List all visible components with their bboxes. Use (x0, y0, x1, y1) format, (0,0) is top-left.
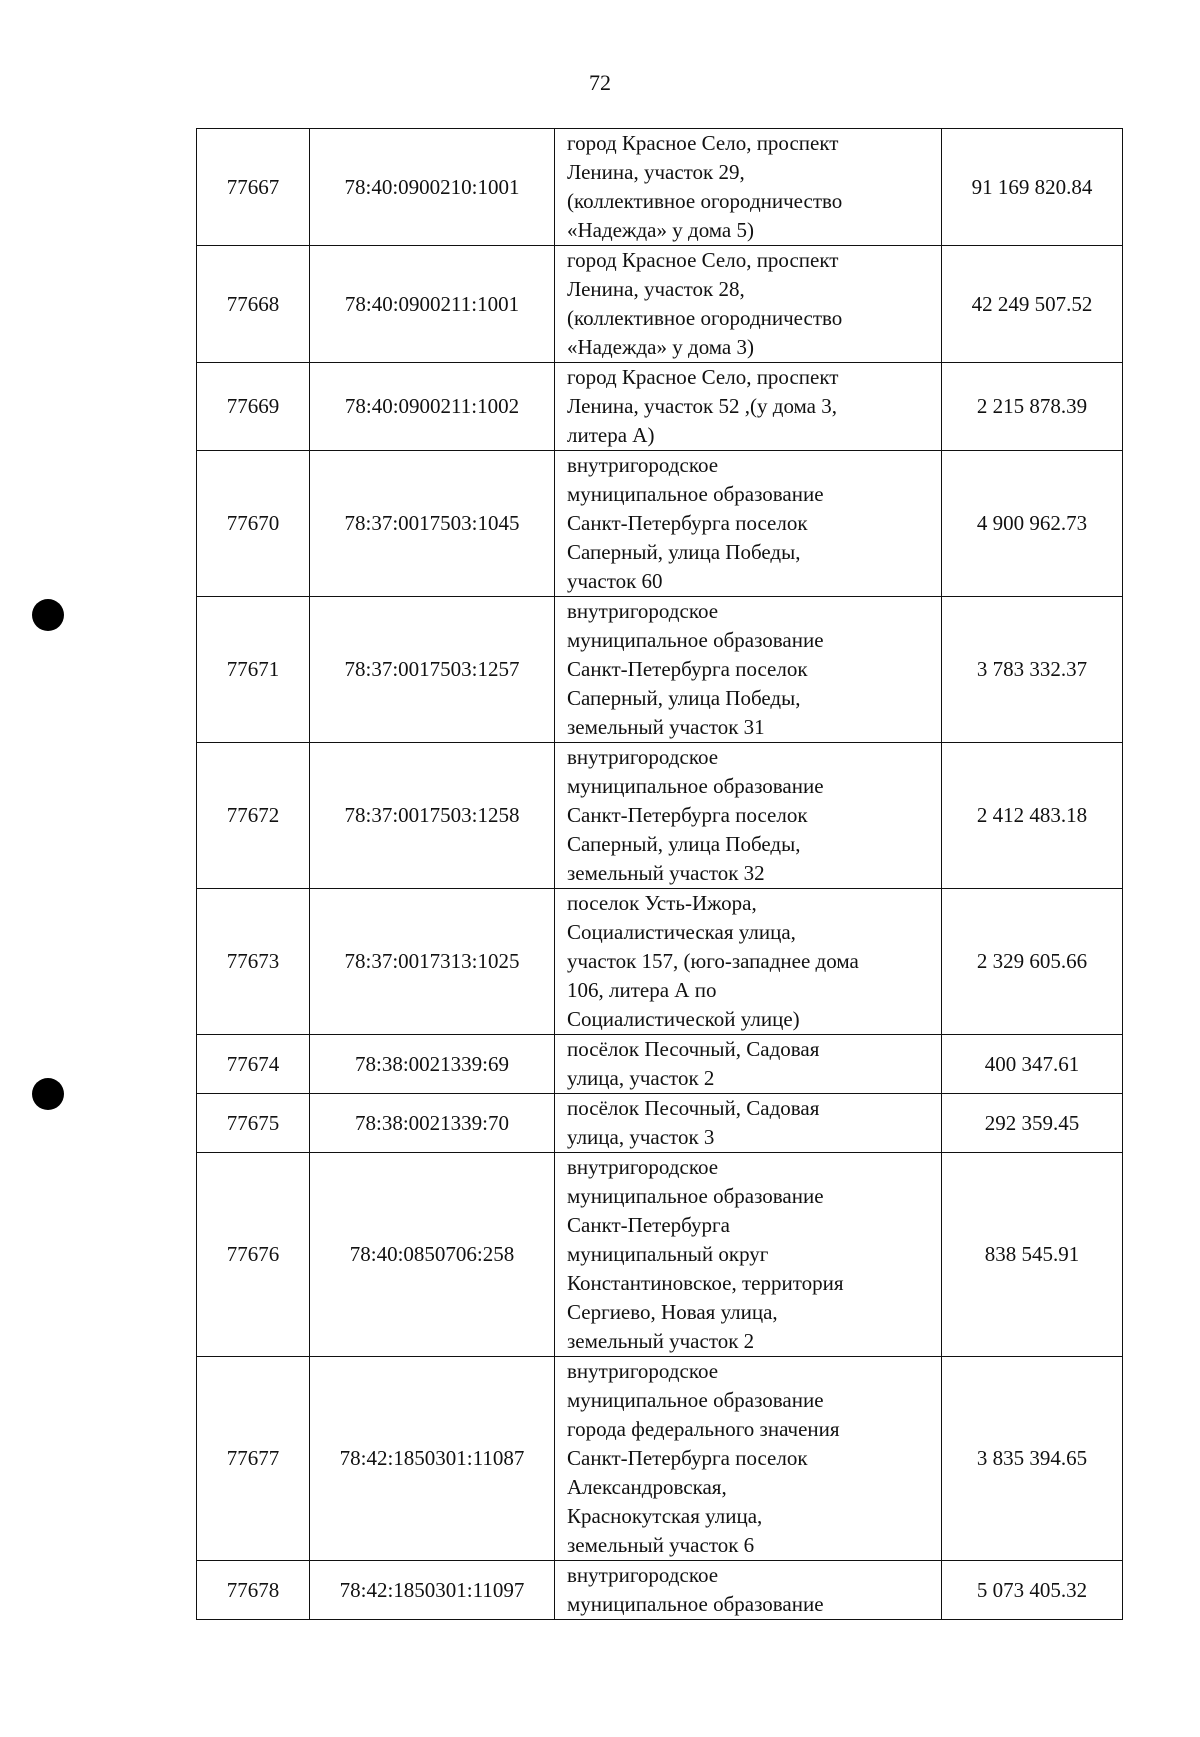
cadastral-value: 42 249 507.52 (942, 246, 1123, 363)
property-table (196, 128, 1123, 1620)
address-text: поселок Усть-Ижора, Социалистическая улица, участок 157, (юго-западнее дома 106, литера А по Социалистической улице) (567, 891, 859, 1031)
address-text: посёлок Песочный, Садовая улица, участок 3 (567, 1096, 820, 1149)
cadastral-number: 78:40:0900211:1002 (310, 363, 555, 451)
address-cell (555, 1357, 942, 1561)
cadastral-value: 292 359.45 (942, 1094, 1123, 1153)
cadastral-number: 78:40:0900210:1001 (310, 129, 555, 246)
row-number: 77671 (197, 597, 310, 743)
cadastral-value: 91 169 820.84 (942, 129, 1123, 246)
table-row (197, 1094, 1123, 1153)
address-text: город Красное Село, проспект Ленина, участок 29, (коллективное огородничество «Надежда» у дома 5) (567, 131, 843, 242)
address-cell (555, 743, 942, 889)
row-number: 77677 (197, 1357, 310, 1561)
table-row (197, 129, 1123, 246)
address-text: город Красное Село, проспект Ленина, участок 52 ,(у дома 3, литера А) (567, 365, 839, 447)
row-number: 77667 (197, 129, 310, 246)
row-number: 77672 (197, 743, 310, 889)
row-number: 77675 (197, 1094, 310, 1153)
cadastral-number: 78:38:0021339:70 (310, 1094, 555, 1153)
table-row (197, 246, 1123, 363)
address-text: внутригородское муниципальное образование Санкт-Петербурга поселок Саперный, улица Победы, земельный участок 31 (567, 599, 824, 739)
address-cell (555, 1153, 942, 1357)
punch-hole-mark (32, 599, 64, 631)
cadastral-number: 78:37:0017503:1258 (310, 743, 555, 889)
table-row (197, 1035, 1123, 1094)
address-cell (555, 1094, 942, 1153)
row-number: 77674 (197, 1035, 310, 1094)
cadastral-number: 78:42:1850301:11097 (310, 1561, 555, 1620)
address-text: внутригородское муниципальное образование (567, 1563, 824, 1616)
row-number: 77669 (197, 363, 310, 451)
address-cell (555, 1561, 942, 1620)
cadastral-number: 78:40:0850706:258 (310, 1153, 555, 1357)
cadastral-number: 78:37:0017503:1045 (310, 451, 555, 597)
cadastral-value: 2 215 878.39 (942, 363, 1123, 451)
address-text: внутригородское муниципальное образование Санкт-Петербурга поселок Саперный, улица Победы, земельный участок 32 (567, 745, 824, 885)
table-row (197, 889, 1123, 1035)
address-text: внутригородское муниципальное образование города федерального значения Санкт-Петербурга поселок Александровская, Краснокутская улица, земельный участок 6 (567, 1359, 840, 1557)
cadastral-number: 78:37:0017313:1025 (310, 889, 555, 1035)
page-number: 72 (589, 70, 611, 95)
cadastral-value: 2 412 483.18 (942, 743, 1123, 889)
cadastral-value: 5 073 405.32 (942, 1561, 1123, 1620)
punch-hole-mark (32, 1078, 64, 1110)
table-row (197, 1561, 1123, 1620)
cadastral-number: 78:42:1850301:11087 (310, 1357, 555, 1561)
cadastral-value: 3 783 332.37 (942, 597, 1123, 743)
table-row (197, 363, 1123, 451)
address-cell (555, 451, 942, 597)
cadastral-value: 838 545.91 (942, 1153, 1123, 1357)
row-number: 77668 (197, 246, 310, 363)
address-cell (555, 363, 942, 451)
address-text: внутригородское муниципальное образование Санкт-Петербурга поселок Саперный, улица Победы, участок 60 (567, 453, 824, 593)
table-row (197, 1357, 1123, 1561)
cadastral-number: 78:40:0900211:1001 (310, 246, 555, 363)
cadastral-value: 2 329 605.66 (942, 889, 1123, 1035)
table-row (197, 1153, 1123, 1357)
row-number: 77678 (197, 1561, 310, 1620)
address-text: город Красное Село, проспект Ленина, участок 28, (коллективное огородничество «Надежда» у дома 3) (567, 248, 843, 359)
table-row (197, 743, 1123, 889)
row-number: 77670 (197, 451, 310, 597)
table-row (197, 597, 1123, 743)
address-cell (555, 889, 942, 1035)
cadastral-number: 78:38:0021339:69 (310, 1035, 555, 1094)
row-number: 77676 (197, 1153, 310, 1357)
address-cell (555, 246, 942, 363)
row-number: 77673 (197, 889, 310, 1035)
cadastral-value: 3 835 394.65 (942, 1357, 1123, 1561)
address-text: посёлок Песочный, Садовая улица, участок 2 (567, 1037, 820, 1090)
address-cell (555, 1035, 942, 1094)
cadastral-value: 400 347.61 (942, 1035, 1123, 1094)
address-cell (555, 129, 942, 246)
address-cell (555, 597, 942, 743)
address-text: внутригородское муниципальное образование Санкт-Петербурга муниципальный округ Константиновское, территория Сергиево, Новая улица, земельный участок 2 (567, 1155, 844, 1353)
table-row (197, 451, 1123, 597)
cadastral-value: 4 900 962.73 (942, 451, 1123, 597)
cadastral-number: 78:37:0017503:1257 (310, 597, 555, 743)
